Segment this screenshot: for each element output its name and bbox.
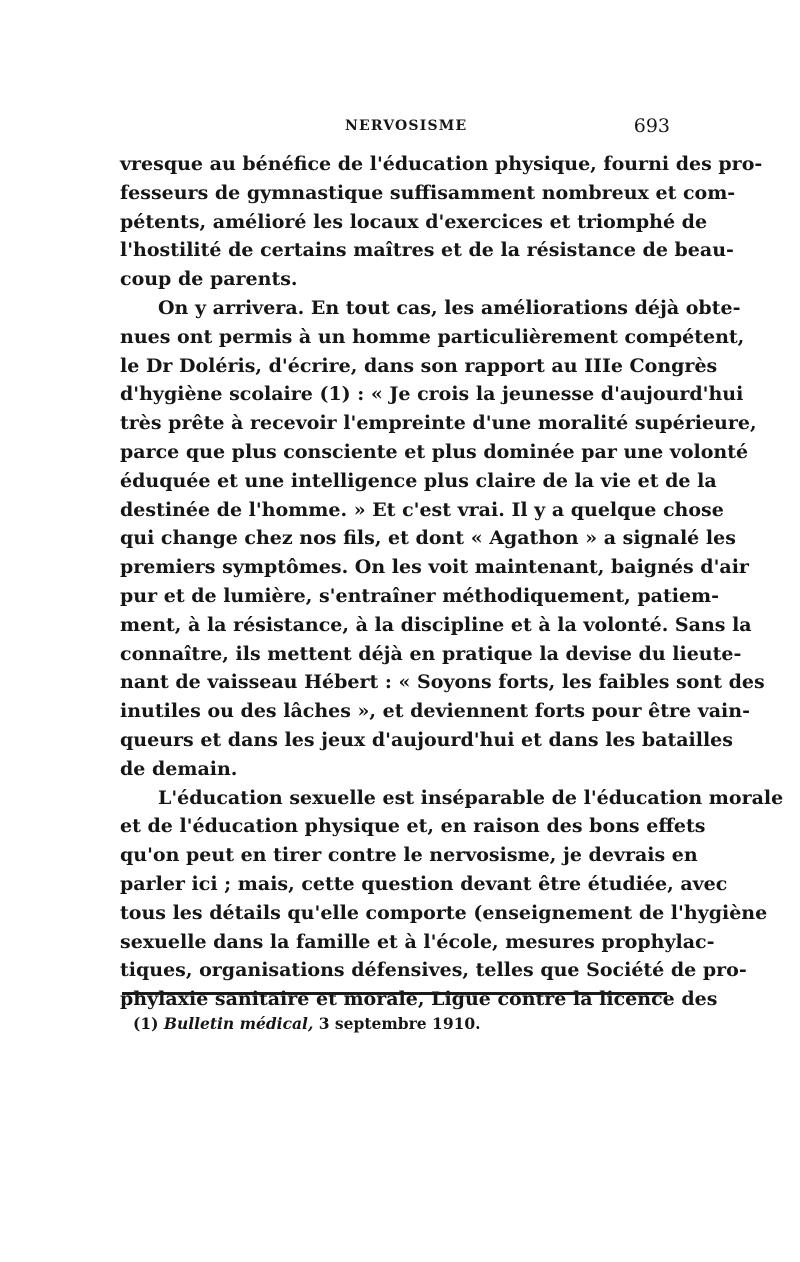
text-line: parler ici ; mais, cette question devant être étudiée, avec [120,872,728,895]
text-line: de demain. [120,757,238,780]
text-line: premiers symptômes. On les voit maintenant, baignés d'air [120,556,749,579]
text-line: éduquée et une intelligence plus claire de la vie et de la [120,469,717,492]
footnote [133,1014,481,1033]
text-line: connaître, ils mettent déjà en pratique la devise du lieute- [120,642,742,665]
text-line: nues ont permis à un homme particulièrement compétent, [120,325,745,348]
body-text [120,150,784,1014]
footnote-date: 3 septembre 1910. [318,1014,481,1033]
text-line: pétents, amélioré les locaux d'exercices et triomphé de [120,210,708,233]
page-number: 693 [633,115,670,137]
text-line: fesseurs de gymnastique suffisamment nombreux et com- [120,181,736,204]
text-line: sexuelle dans la famille et à l'école, mesures prophylac- [120,930,715,953]
text-line: L'éducation sexuelle est inséparable de l'éducation morale [158,786,784,809]
text-line: parce que plus consciente et plus dominée par une volonté [120,440,749,463]
text-line: vresque au bénéfice de l'éducation physique, fourni des pro- [120,153,763,175]
footnote-source: Bulletin médical, [163,1014,314,1033]
text-line: pur et de lumière, s'entraîner méthodiquement, patiem- [120,584,720,607]
text-line: tiques, organisations défensives, telles que Société de pro- [120,959,747,982]
text-line: qui change chez nos fils, et dont « Agathon » a signalé les [120,527,736,550]
text-line: l'hostilité de certains maîtres et de la résistance de beau- [120,239,734,262]
text-line: le Dr Doléris, d'écrire, dans son rapport au IIIe Congrès [120,354,718,377]
text-line: ment, à la résistance, à la discipline et à la volonté. Sans la [120,613,752,636]
text-line: phylaxie sanitaire et morale, Ligue contre la licence des [120,988,718,1011]
text-line: inutiles ou des lâches », et deviennent forts pour être vain- [120,700,750,723]
text-line: nant de vaisseau Hébert : « Soyons forts, les faibles sont des [120,671,765,694]
text-line: et de l'éducation physique et, en raison des bons effets [120,815,706,838]
running-head [120,115,670,140]
footnote-marker: (1) [133,1014,159,1033]
text-line: destinée de l'homme. » Et c'est vrai. Il y a quelque chose [120,498,724,521]
text-line: tous les détails qu'elle comporte (enseignement de l'hygiène [120,901,768,924]
footnote-rule [122,992,667,995]
text-line: très prête à recevoir l'empreinte d'une moralité supérieure, [120,412,757,435]
text-line: coup de parents. [120,268,298,291]
text-line: queurs et dans les jeux d'aujourd'hui et dans les batailles [120,728,733,751]
running-title: NERVOSISME [345,118,468,134]
text-line: On y arrivera. En tout cas, les améliorations déjà obte- [158,296,741,319]
text-line: qu'on peut en tirer contre le nervosisme, je devrais en [120,844,698,867]
text-line: d'hygiène scolaire (1) : « Je crois la jeunesse d'aujourd'hui [120,383,744,406]
